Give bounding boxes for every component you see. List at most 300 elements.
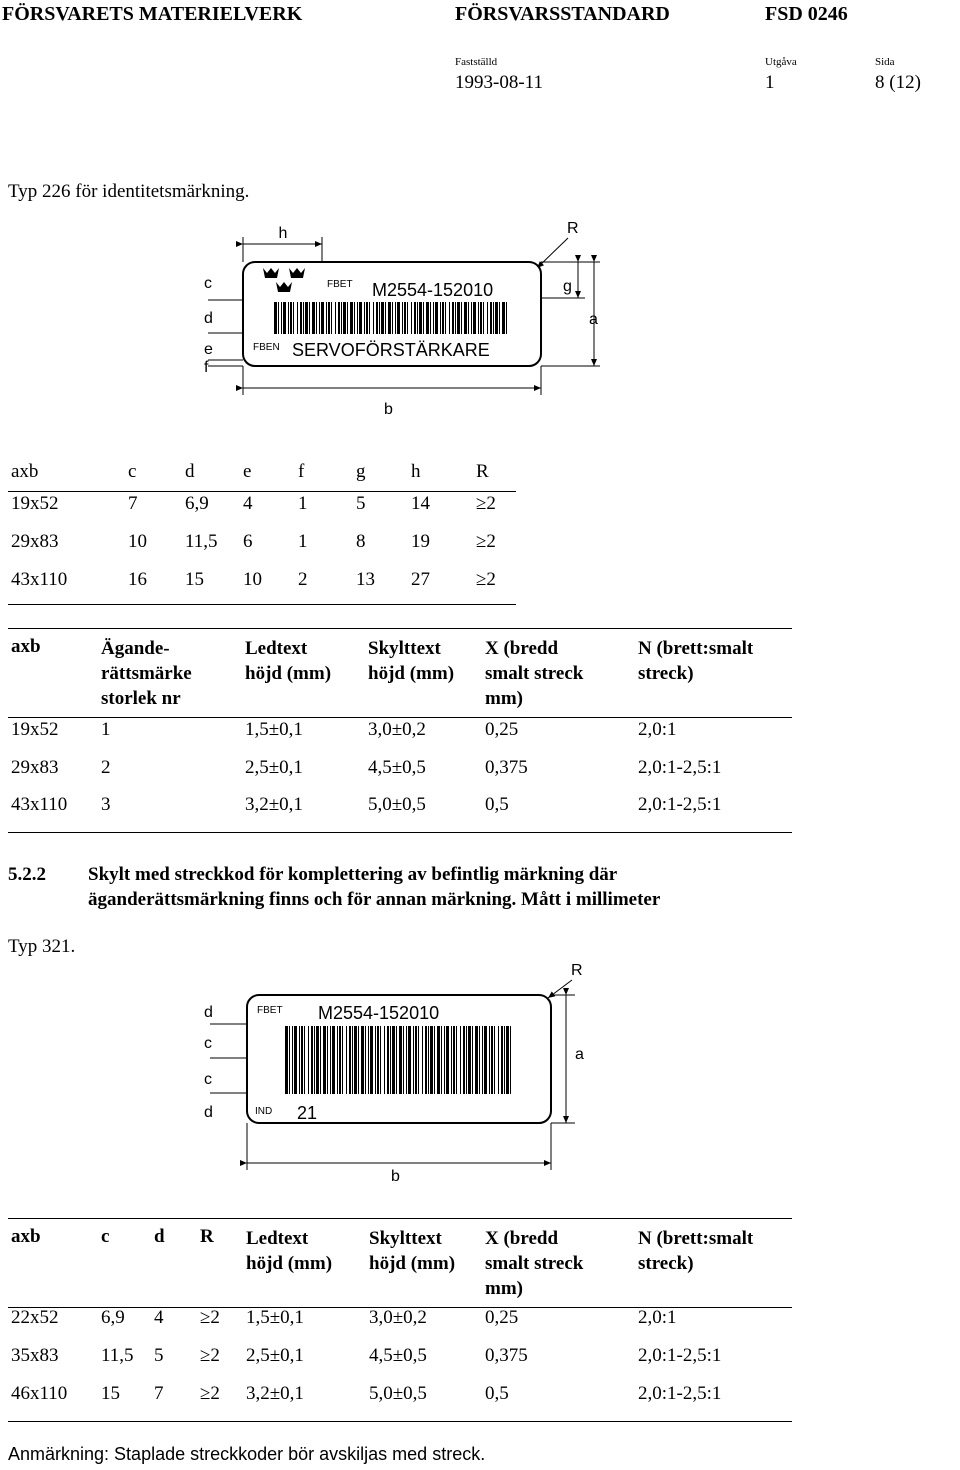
t3-header-d: d: [154, 1226, 165, 1247]
barcode-bar: [316, 1026, 319, 1094]
t1-cell: 1: [298, 531, 308, 552]
header-doc-type: FÖRSVARSSTANDARD: [455, 3, 670, 25]
barcode-bar: [314, 1026, 315, 1094]
t3-cell: 4: [154, 1307, 164, 1328]
t3-header-ledtext: [246, 1226, 369, 1307]
barcode-bar: [419, 302, 422, 334]
t1-cell: 15: [185, 569, 204, 590]
t2-header-x: [485, 636, 638, 719]
barcode-bar: [510, 1026, 511, 1094]
barcode-bar: [323, 1026, 326, 1094]
barcode-bar: [425, 1026, 427, 1094]
t1-cell: 19: [411, 531, 430, 552]
t2-cell: 29x83: [11, 757, 59, 778]
barcode-bar: [361, 1026, 364, 1094]
barcode-bar: [397, 302, 400, 334]
properties-table-3: [11, 1226, 791, 1421]
barcode-bar: [430, 1026, 433, 1094]
t1-cell: 29x83: [11, 531, 59, 552]
barcode-bar: [390, 1026, 391, 1094]
barcode-bar: [311, 1026, 313, 1094]
barcode-bar: [408, 1026, 411, 1094]
t3-header-n: [638, 1226, 791, 1307]
dim-label-r: R: [567, 220, 579, 237]
barcode-bar: [370, 1026, 373, 1094]
t1-header-rule: [8, 491, 516, 492]
barcode-bar: [342, 1026, 343, 1094]
t2-header-rule: [8, 717, 792, 718]
t2-cell: 3,2±0,1: [245, 794, 303, 815]
table-row: [11, 493, 516, 531]
barcode-bar: [369, 302, 370, 334]
table-row: [11, 1383, 791, 1421]
barcode-bar: [504, 1026, 505, 1094]
t2-hdr-line: smalt streck: [485, 663, 584, 684]
dim-label-c: c: [204, 275, 212, 292]
t2-header-axb: [11, 636, 101, 719]
t1-cell: 10: [243, 569, 262, 590]
barcode-bar: [328, 302, 330, 334]
t1-header-r: R: [476, 461, 489, 482]
t1-cell: 7: [128, 493, 138, 514]
barcode-bar: [428, 1026, 429, 1094]
dim-label-h: h: [278, 225, 288, 242]
barcode-bar: [379, 302, 380, 334]
barcode-bar: [290, 302, 292, 334]
barcode-bar: [423, 302, 424, 334]
barcode-bar: [484, 1026, 487, 1094]
barcode-bar: [338, 302, 340, 334]
t3-cell: 2,0:1-2,5:1: [638, 1383, 722, 1404]
barcode-bar: [418, 1026, 419, 1094]
barcode-bar: [373, 302, 374, 334]
note-text: Anmärkning: Staplade streckkoder bör avskiljas med streck.: [8, 1444, 486, 1464]
t1-bottom-rule: [8, 604, 516, 605]
dim-label-c: c: [204, 1035, 212, 1052]
barcode-bar: [483, 302, 484, 334]
barcode-bar: [331, 302, 332, 334]
barcode-bar: [364, 302, 365, 334]
t3-cell: ≥2: [200, 1345, 220, 1366]
barcode-bar: [387, 1026, 389, 1094]
barcode-bar: [471, 302, 472, 334]
dim-label-r: R: [571, 962, 583, 979]
barcode-bar: [411, 302, 412, 334]
barcode-bar: [473, 302, 476, 334]
t3-cell: 4,5±0,5: [369, 1345, 427, 1366]
t1-cell: ≥2: [476, 569, 496, 590]
t1-header-e: e: [243, 461, 252, 482]
barcode-bar: [330, 1026, 331, 1094]
t1-cell: 5: [356, 493, 366, 514]
barcode-bar: [335, 302, 336, 334]
barcode-bar: [376, 302, 378, 334]
barcode-bar: [478, 302, 479, 334]
barcode-bar: [491, 1026, 493, 1094]
table-row: [11, 757, 791, 794]
t3-cell: 0,375: [485, 1345, 528, 1366]
barcode-bar: [368, 1026, 369, 1094]
barcode-bar: [449, 302, 450, 334]
t2-cell: 0,25: [485, 719, 519, 740]
barcode-bar: [399, 1026, 402, 1094]
barcode-bar: [381, 302, 384, 334]
barcode-bar: [303, 302, 304, 334]
barcode-bar: [451, 1026, 452, 1094]
table-row: [11, 719, 791, 757]
t2-cell: 4,5±0,5: [368, 757, 426, 778]
t1-cell: 16: [128, 569, 147, 590]
t2-header-n: [638, 636, 791, 719]
section-title-line2: äganderättsmärkning finns och för annan märkning. Mått i millimeter: [88, 889, 661, 910]
t3-hdr-line: mm): [485, 1278, 523, 1299]
table-row: [11, 794, 791, 831]
barcode-bar: [301, 1026, 303, 1094]
t1-header-axb: axb: [11, 461, 39, 482]
t3-cell: 7: [154, 1383, 164, 1404]
t3-header-c: c: [101, 1226, 110, 1247]
section-title-line1: Skylt med streckkod för komplettering av befintlig märkning där: [88, 864, 618, 885]
t3-hdr-line: streck): [638, 1253, 694, 1274]
barcode-bar: [352, 1026, 353, 1094]
barcode-bar: [495, 302, 498, 334]
t2-hdr-line: höjd (mm): [245, 663, 332, 684]
barcode-bar: [440, 302, 441, 334]
barcode-bar: [384, 1026, 385, 1094]
established-label: Fastställd: [455, 56, 498, 68]
t2-hdr-line: Ägande-: [101, 638, 170, 659]
t1-cell: 6,9: [185, 493, 209, 514]
t3-header-axb: axb: [11, 1226, 41, 1247]
dim-label-d: d: [204, 310, 213, 327]
plate-number: M2554-152010: [318, 1003, 440, 1023]
t3-cell: 2,0:1: [638, 1307, 677, 1328]
barcode-bar: [433, 302, 434, 334]
t3-cell: 0,25: [485, 1307, 519, 1328]
t2-hdr-line: N (brett:smalt: [638, 638, 754, 659]
barcode-bar: [337, 1026, 338, 1094]
t3-cell: ≥2: [200, 1383, 220, 1404]
t3-hdr-line: Skylttext: [369, 1228, 442, 1249]
t2-hdr-line: Skylttext: [368, 638, 441, 659]
header-doc-number: FSD 0246: [765, 3, 848, 25]
barcode-bar: [395, 302, 396, 334]
type-321-label: Typ 321.: [8, 936, 76, 957]
barcode-bar: [403, 1026, 404, 1094]
t1-header-f: f: [298, 461, 305, 482]
barcode-bar: [464, 302, 467, 334]
barcode-bar: [349, 1026, 351, 1094]
barcode-bar: [414, 302, 416, 334]
barcode-bar: [332, 1026, 335, 1094]
barcode-bar: [437, 1026, 440, 1094]
page-label: Sida: [875, 56, 895, 68]
barcode-bar: [457, 302, 460, 334]
barcode-bar: [452, 302, 454, 334]
t1-cell: 11,5: [185, 531, 218, 552]
plate-code-small: FBET: [327, 279, 353, 290]
barcode-bar: [319, 302, 320, 334]
t2-cell: 2: [101, 757, 111, 778]
barcode-bar: [506, 302, 507, 334]
barcode-bar: [392, 1026, 395, 1094]
t1-cell: 2: [298, 569, 308, 590]
barcode-bar: [442, 302, 444, 334]
barcode-bar: [354, 1026, 357, 1094]
t3-cell: 35x83: [11, 1345, 59, 1366]
t3-bottom-rule: [8, 1421, 792, 1422]
t1-cell: 8: [356, 531, 366, 552]
barcode-bar: [385, 302, 386, 334]
t2-cell: 19x52: [11, 719, 59, 740]
barcode-bar: [300, 302, 302, 334]
t2-cell: 2,0:1: [638, 719, 677, 740]
barcode-bar: [499, 302, 500, 334]
t1-cell: 19x52: [11, 493, 59, 514]
t3-header-r: R: [200, 1226, 214, 1247]
barcode-bar: [494, 1026, 495, 1094]
barcode-bar: [407, 302, 408, 334]
barcode-bar: [293, 302, 294, 334]
intro-text: Typ 226 för identitetsmärkning.: [8, 181, 250, 202]
t3-cell: 6,9: [101, 1307, 125, 1328]
t3-header-x: [485, 1226, 638, 1307]
barcode-bar: [463, 1026, 465, 1094]
barcode-bar: [358, 1026, 359, 1094]
dim-label-d: d: [204, 1104, 213, 1121]
barcode-bar: [396, 1026, 397, 1094]
barcode-bar: [320, 1026, 321, 1094]
t2-cell: 2,0:1-2,5:1: [638, 757, 722, 778]
barcode-bar: [308, 1026, 309, 1094]
t1-cell: 1: [298, 493, 308, 514]
t1-cell: 4: [243, 493, 253, 514]
barcode-bar: [380, 1026, 381, 1094]
barcode-bar: [487, 302, 488, 334]
table-row: [11, 1307, 791, 1345]
barcode-bar: [498, 1026, 499, 1094]
barcode-bar: [274, 302, 277, 334]
barcode-bar: [289, 1026, 290, 1094]
plate-number: M2554-152010: [372, 280, 494, 300]
t2-header-owner-mark: [101, 636, 245, 719]
barcode-bar: [435, 302, 438, 334]
barcode-bar: [375, 1026, 376, 1094]
dim-label-a: a: [589, 311, 598, 328]
barcode-bar: [422, 1026, 423, 1094]
barcode-bar: [294, 1026, 297, 1094]
t1-cell: 43x110: [11, 569, 68, 590]
barcode-bar: [466, 1026, 467, 1094]
barcode-bar: [297, 302, 298, 334]
barcode-bar: [480, 302, 482, 334]
barcode-bar: [309, 302, 310, 334]
t2-hdr-line: rättsmärke: [101, 663, 192, 684]
plate-name: SERVOFÖRSTÄRKARE: [292, 340, 490, 360]
t2-cell: 0,375: [485, 757, 528, 778]
barcode-bar: [305, 302, 308, 334]
barcode-bar: [285, 1026, 288, 1094]
page-value: 8 (12): [875, 72, 921, 93]
t3-hdr-line: N (brett:smalt: [638, 1228, 754, 1249]
barcode-bar: [417, 302, 418, 334]
t3-cell: 5,0±0,5: [369, 1383, 427, 1404]
t3-cell: 5: [154, 1345, 164, 1366]
barcode-bar: [292, 1026, 293, 1094]
dim-label-b: b: [391, 1168, 400, 1185]
barcode-bar: [392, 302, 393, 334]
barcode-bar: [455, 302, 456, 334]
t1-cell: 13: [356, 569, 375, 590]
t1-cell: 14: [411, 493, 430, 514]
properties-table-2: [11, 636, 791, 831]
barcode-bar: [444, 1026, 445, 1094]
t3-header-rule: [8, 1307, 792, 1308]
dim-label-e: e: [204, 341, 213, 358]
edition-label: Utgåva: [765, 56, 797, 68]
t1-header-g: g: [356, 461, 366, 482]
t2-cell: 1: [101, 719, 111, 740]
barcode-bar: [479, 1026, 480, 1094]
t1-cell: ≥2: [476, 531, 496, 552]
barcode-bar: [426, 302, 429, 334]
table-row: [11, 569, 516, 607]
barcode-bar: [281, 302, 282, 334]
barcode-bar: [341, 302, 342, 334]
barcode-bar: [460, 1026, 461, 1094]
t2-header-ledtext: [245, 636, 368, 719]
barcode-bar: [359, 302, 362, 334]
t1-header-h: h: [411, 461, 421, 482]
t3-cell: 15: [101, 1383, 120, 1404]
t3-cell: 22x52: [11, 1307, 59, 1328]
t3-cell: 3,0±0,2: [369, 1307, 427, 1328]
table-row: [11, 531, 516, 569]
t3-hdr-line: Ledtext: [246, 1228, 309, 1249]
barcode-bar: [441, 1026, 442, 1094]
t3-cell: 46x110: [11, 1383, 68, 1404]
t2-cell: 43x110: [11, 794, 68, 815]
barcode-bar: [346, 1026, 347, 1094]
t3-header-skylttext: [369, 1226, 485, 1307]
figure-typ-321: [190, 955, 610, 1190]
t2-header-skylttext: [368, 636, 485, 719]
barcode-bar: [278, 302, 279, 334]
t3-top-rule: [8, 1218, 792, 1219]
barcode-bar: [339, 1026, 341, 1094]
established-value: 1993-08-11: [455, 72, 543, 93]
figure-typ-226: [190, 210, 620, 430]
plate-name-small: FBEN: [253, 342, 280, 353]
barcode-bar: [502, 302, 505, 334]
t2-hdr-line: Ledtext: [245, 638, 308, 659]
dim-label-a: a: [575, 1046, 584, 1063]
t2-hdr-line: X (bredd: [485, 638, 559, 659]
barcode-bar: [472, 1026, 473, 1094]
table-row: [11, 1345, 791, 1383]
plate-ind-small: IND: [255, 1106, 273, 1117]
t1-cell: 10: [128, 531, 147, 552]
t2-cell: 5,0±0,5: [368, 794, 426, 815]
dim-label-f: f: [204, 359, 209, 376]
barcode-bar: [288, 302, 289, 334]
t3-cell: 1,5±0,1: [246, 1307, 304, 1328]
barcode-bar: [406, 1026, 407, 1094]
t3-hdr-line: höjd (mm): [246, 1253, 333, 1274]
barcode-bar: [434, 1026, 435, 1094]
dim-label-d: d: [204, 1004, 213, 1021]
t2-cell: 2,5±0,1: [245, 757, 303, 778]
dim-label-c: c: [204, 1071, 212, 1088]
barcode-bar: [312, 302, 315, 334]
t2-hdr-line: storlek nr: [101, 688, 181, 709]
barcode-bar: [404, 302, 406, 334]
t1-cell: 6: [243, 531, 253, 552]
t2-cell: 0,5: [485, 794, 509, 815]
t3-cell: 2,5±0,1: [246, 1345, 304, 1366]
t2-cell: 1,5±0,1: [245, 719, 303, 740]
t3-cell: 11,5: [101, 1345, 134, 1366]
t2-hdr-line: mm): [485, 688, 523, 709]
t2-bottom-rule: [8, 832, 792, 833]
t3-hdr-line: höjd (mm): [369, 1253, 456, 1274]
t2-top-rule: [8, 628, 792, 629]
barcode-bar: [415, 1026, 417, 1094]
barcode-bar: [468, 1026, 471, 1094]
barcode-bar: [321, 302, 324, 334]
dimension-table-1: [11, 461, 516, 607]
dim-label-b: b: [384, 401, 393, 418]
barcode-bar: [327, 1026, 328, 1094]
barcode-bar: [299, 1026, 300, 1094]
t3-cell: ≥2: [200, 1307, 220, 1328]
t3-cell: 0,5: [485, 1383, 509, 1404]
t3-cell: 2,0:1-2,5:1: [638, 1345, 722, 1366]
barcode-bar: [493, 302, 494, 334]
barcode-bar: [468, 302, 469, 334]
barcode-bar: [413, 1026, 414, 1094]
barcode-bar: [304, 1026, 305, 1094]
barcode-bar: [354, 302, 355, 334]
t1-cell: ≥2: [476, 493, 496, 514]
plate-code-small: FBET: [257, 1005, 283, 1016]
t2-cell: 2,0:1-2,5:1: [638, 794, 722, 815]
barcode-bar: [475, 1026, 478, 1094]
t2-hdr-line: axb: [11, 636, 41, 657]
barcode-bar: [402, 302, 403, 334]
barcode-bar: [326, 302, 327, 334]
t2-hdr-line: streck): [638, 663, 694, 684]
barcode-bar: [283, 302, 286, 334]
barcode-bar: [377, 1026, 379, 1094]
t2-hdr-line: höjd (mm): [368, 663, 455, 684]
barcode-bar: [343, 302, 346, 334]
barcode-bar: [461, 302, 462, 334]
barcode-bar: [366, 302, 368, 334]
barcode-bar: [506, 1026, 509, 1094]
barcode-bar: [453, 1026, 455, 1094]
t3-hdr-line: X (bredd: [485, 1228, 559, 1249]
barcode-bar: [489, 1026, 490, 1094]
t2-cell: 3,0±0,2: [368, 719, 426, 740]
barcode-bar: [456, 1026, 457, 1094]
barcode-bar: [357, 302, 358, 334]
edition-value: 1: [765, 72, 775, 93]
barcode-bar: [482, 1026, 483, 1094]
barcode-bar: [430, 302, 431, 334]
header-org: FÖRSVARETS MATERIELVERK: [2, 3, 303, 25]
t3-cell: 3,2±0,1: [246, 1383, 304, 1404]
